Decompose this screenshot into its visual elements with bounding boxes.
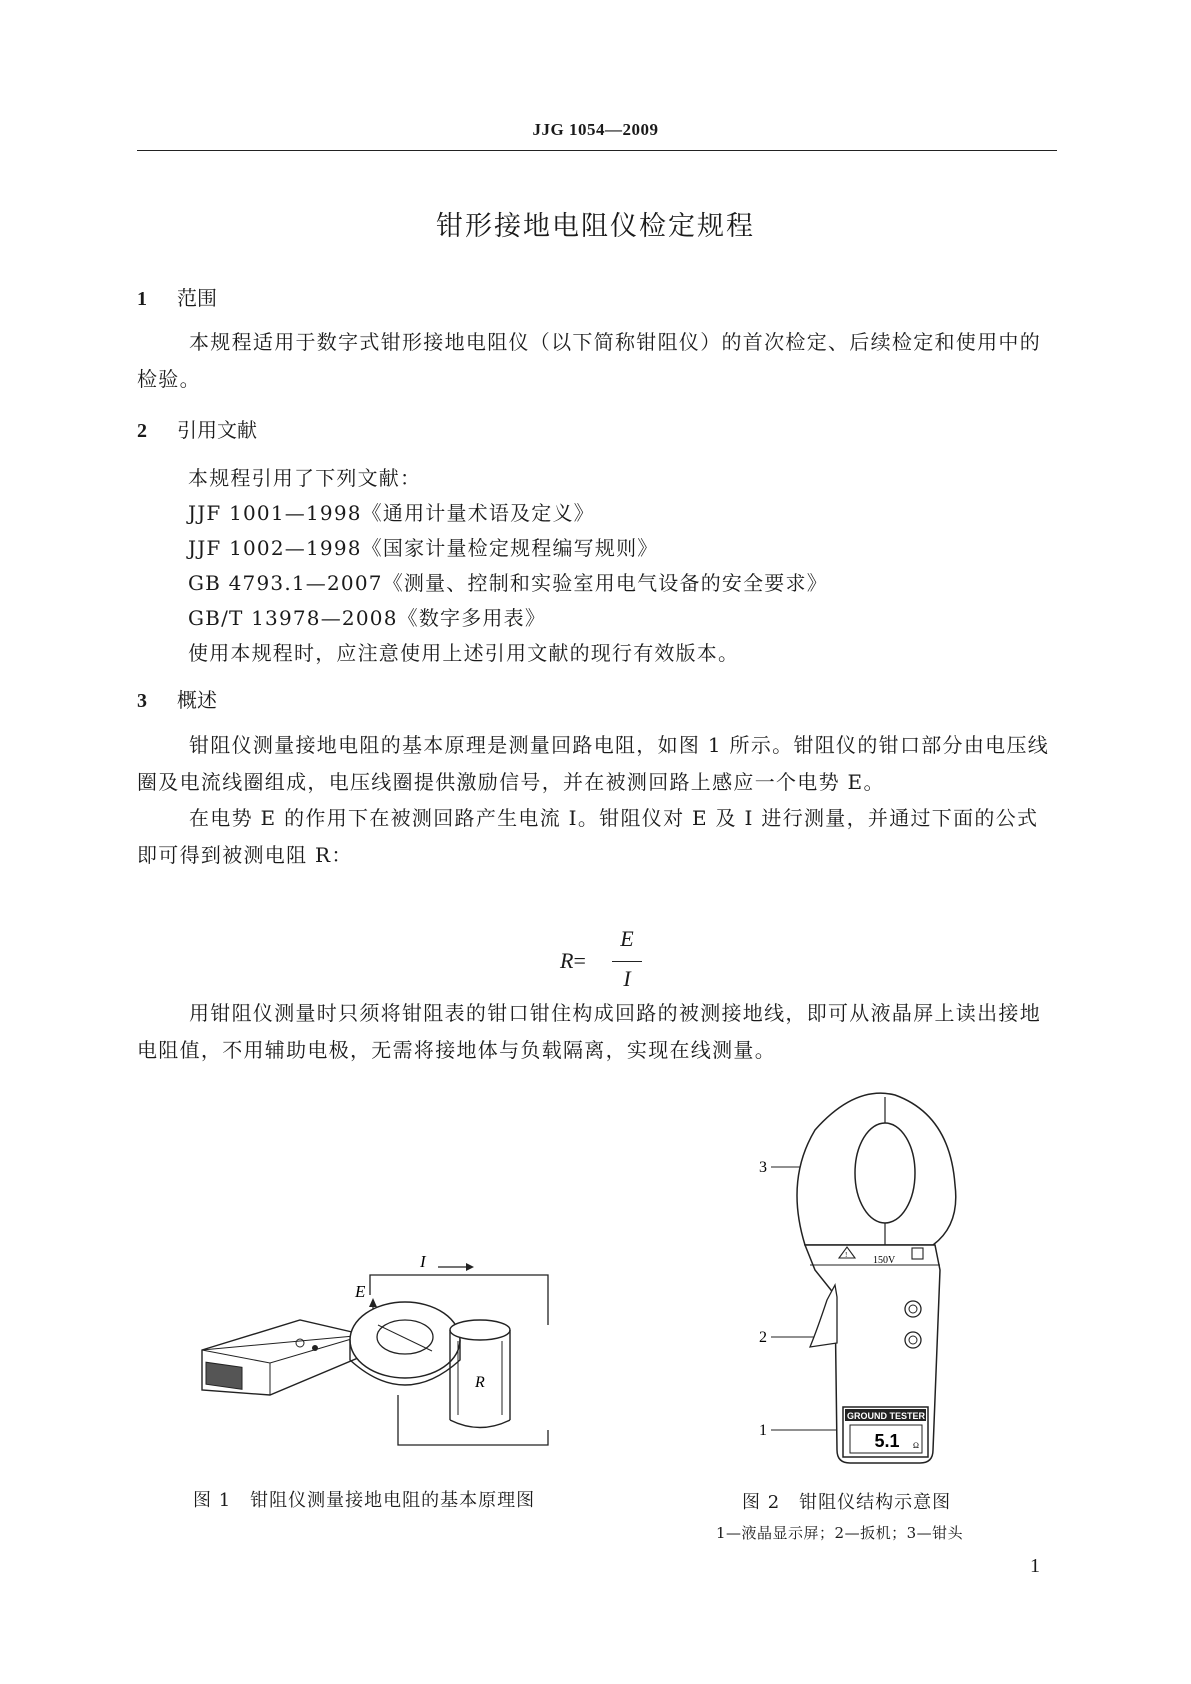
reference-item: JJF 1002—1998《国家计量检定规程编写规则》	[188, 536, 659, 560]
document-title: 钳形接地电阻仪检定规程	[436, 211, 755, 242]
fraction-bar	[612, 961, 642, 962]
section-title: 引用文献	[177, 418, 257, 442]
paragraph: 本规程适用于数字式钳形接地电阻仪（以下简称钳阻仪）的首次检定、后续检定和使用中的检验。	[137, 330, 1041, 391]
section-number: 2	[137, 420, 147, 442]
section-number: 3	[137, 690, 147, 712]
running-header: JJG 1054—2009	[532, 120, 659, 139]
paragraph: 钳阻仪测量接地电阻的基本原理是测量回路电阻，如图 1 所示。钳阻仪的钳口部分由电压线圈及电流线圈组成，电压线圈提供激励信号，并在被测回路上感应一个电势 E。	[137, 733, 1050, 794]
formula-lhs: R=	[560, 948, 586, 973]
warning-icon: !	[845, 1251, 848, 1259]
section-number: 1	[137, 288, 147, 310]
reference-item: JJF 1001—1998《通用计量术语及定义》	[188, 501, 595, 525]
screen-title: GROUND TESTER	[846, 1411, 926, 1421]
header-rule	[137, 150, 1057, 151]
emf-label: E	[355, 1282, 366, 1301]
figure-1-diagram	[190, 1255, 590, 1455]
voltage-label: 150V	[873, 1255, 896, 1266]
section-heading-1	[137, 282, 217, 311]
paragraph: 在电势 E 的作用下在被测回路产生电流 I。钳阻仪对 E 及 I 进行测量，并通过下面的公式即可得到被测电阻 R：	[137, 806, 1039, 867]
page-number: 1	[1030, 1555, 1040, 1577]
section-title: 概述	[177, 688, 217, 712]
resistor-label: R	[475, 1374, 485, 1391]
callout-3: 3	[759, 1159, 767, 1176]
paragraph: 用钳阻仪测量时只须将钳阻表的钳口钳住构成回路的被测接地线，即可从液晶屏上读出接地电阻值，不用辅助电极，无需将接地体与负载隔离，实现在线测量。	[137, 1001, 1041, 1062]
figure-2-legend: 1—液晶显示屏；2—扳机；3—钳头	[716, 1524, 964, 1542]
screen-unit: Ω	[913, 1441, 919, 1450]
figure-2-diagram	[755, 1085, 995, 1475]
screen-reading: 5.1	[874, 1431, 900, 1451]
formula-numerator: E	[620, 926, 634, 951]
reference-item: GB/T 13978—2008《数字多用表》	[188, 606, 547, 630]
section-title: 范围	[177, 286, 217, 310]
callout-2: 2	[759, 1329, 767, 1346]
figure-1-caption: 图 1 钳阻仪测量接地电阻的基本原理图	[193, 1490, 536, 1511]
formula-denominator: I	[623, 966, 631, 991]
paragraph: 使用本规程时，应注意使用上述引用文献的现行有效版本。	[188, 641, 740, 665]
figure-2-caption: 图 2 钳阻仪结构示意图	[742, 1492, 952, 1513]
callout-1: 1	[759, 1422, 767, 1439]
section-heading-2	[137, 414, 257, 443]
reference-item: GB 4793.1—2007《测量、控制和实验室用电气设备的安全要求》	[188, 571, 828, 595]
formula	[560, 926, 700, 996]
section-heading-3	[137, 684, 217, 713]
current-label: I	[420, 1255, 426, 1271]
paragraph: 本规程引用了下列文献：	[188, 466, 422, 490]
